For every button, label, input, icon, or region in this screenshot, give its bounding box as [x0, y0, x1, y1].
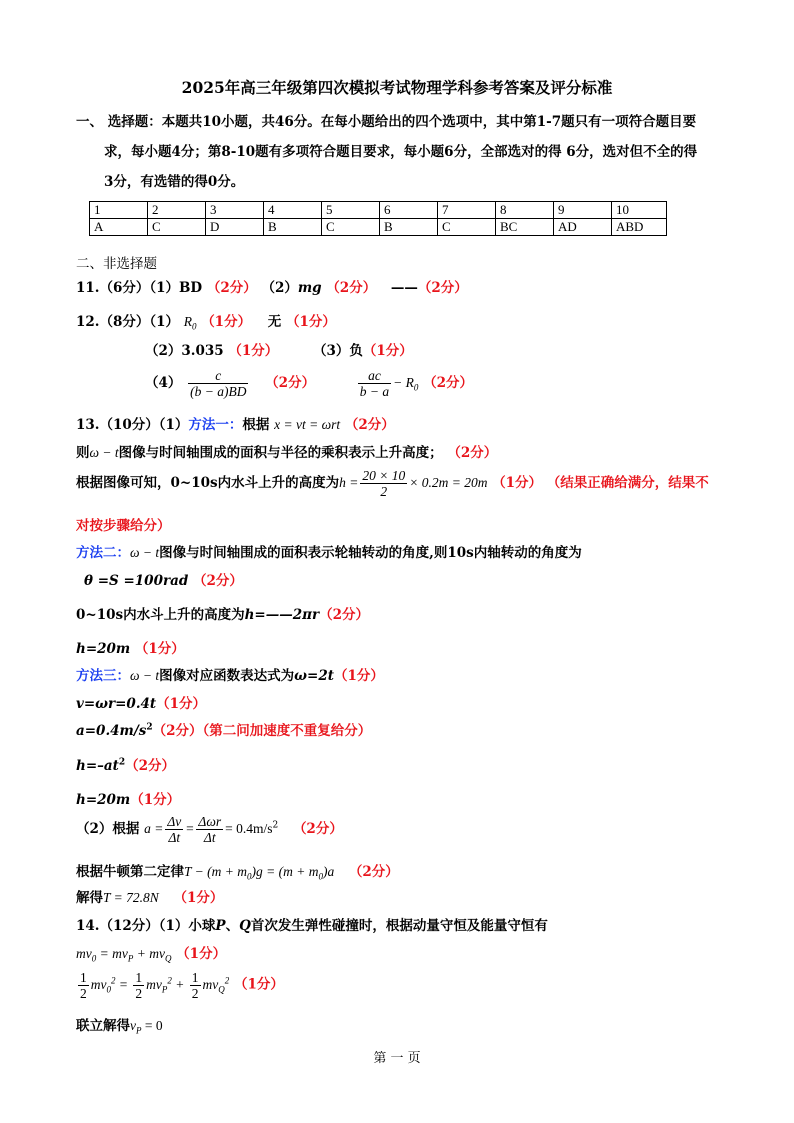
q-number-cell: 3 — [206, 202, 264, 219]
section1-line1: 一、 选择题：本题共10小题，共46分。在每小题给出的四个选项中，其中第1-7题只有一项符合题目要 — [76, 114, 697, 130]
q13-eq: a = — [144, 821, 164, 836]
grading-note: （结果正确给满分，结果不 — [546, 475, 709, 491]
score: （2分） — [292, 821, 343, 837]
score: （2分） — [417, 280, 468, 296]
eq-part: )a — [322, 864, 335, 879]
q12-part2: （2）3.035 — [145, 343, 224, 359]
q12-tail-sub: 0 — [413, 382, 419, 393]
page-footer: 第 一 页 — [373, 1051, 421, 1066]
q11-part2-label: （2） — [261, 280, 298, 296]
q13-text: 根据牛顿第二定律 — [76, 864, 184, 880]
answer-cell: B — [264, 219, 322, 236]
q13-eq: ω − t — [130, 668, 160, 683]
q14-solve-eq — [130, 1018, 163, 1036]
q13-eq — [184, 864, 335, 882]
q12-fraction-1 — [188, 368, 248, 399]
score: （1分） — [134, 641, 185, 657]
answer-cell: D — [206, 219, 264, 236]
score: （1分） — [333, 668, 384, 684]
q12-part3: （3）负 — [312, 343, 363, 359]
q14-var: P — [215, 918, 226, 934]
superscript: 2 — [118, 757, 126, 768]
q-number-cell: 7 — [438, 202, 496, 219]
q14-text: 联立解得 — [76, 1018, 130, 1034]
eq-sub: 0 — [246, 871, 252, 882]
q14-line1 — [76, 914, 548, 934]
q13-text: 则 — [76, 445, 90, 461]
denominator: 2 — [380, 484, 388, 499]
q11-line — [76, 276, 468, 296]
section1-line3: 3分，有选错的得0分。 — [104, 174, 245, 190]
q13-eq: h=——2πr — [244, 607, 320, 623]
q13-fraction — [165, 814, 183, 845]
score: （1分） — [130, 792, 181, 808]
numerator: Δωr — [198, 814, 222, 829]
q12-tail-text: − R — [393, 375, 414, 390]
q13-solve-line — [76, 886, 223, 906]
grading-note: （第二问加速度不重复给分） — [202, 723, 372, 739]
q12-fraction-2 — [358, 368, 391, 399]
score: （1分） — [228, 343, 279, 359]
method-2-label: 方法二： — [76, 545, 130, 561]
answer-table-answer-row — [90, 219, 667, 236]
score: （2分） — [344, 417, 395, 433]
q-number-cell: 5 — [322, 202, 380, 219]
score: （1分） — [201, 314, 252, 330]
q12-r0-symbol: R — [183, 314, 192, 329]
answer-cell: C — [148, 219, 206, 236]
q12-part4: （4） — [145, 375, 182, 391]
q13-eq: = — [185, 821, 195, 836]
q13-a-line — [76, 719, 371, 739]
q11-dash: —— — [390, 280, 418, 296]
numerator: 20 × 10 — [362, 468, 406, 483]
q13-eq: ω − t — [130, 545, 160, 560]
q13-eq: v=ωr=0.4t — [76, 696, 157, 712]
q11-mg: mg — [297, 280, 322, 296]
q13-eq: = 0.4m/s — [225, 821, 273, 836]
q13-line3 — [76, 468, 709, 499]
section2-heading: 二、非选择题 — [76, 256, 157, 272]
eq-part: v — [130, 1018, 136, 1033]
eq-part: mv — [76, 946, 92, 961]
numerator: c — [188, 368, 248, 384]
q13-newton-line — [76, 860, 399, 882]
q13-eq: ω − t — [89, 445, 119, 460]
grading-note: 对按步骤给分） — [76, 518, 171, 534]
eq-part: )g = (m + m — [251, 864, 319, 879]
q13-text: 图像与时间轴围成的面积表示轮轴转动的角度,则10s内轴转动的角度为 — [159, 545, 582, 561]
q13-text: 根据 — [242, 417, 270, 433]
page-title: 2025年高三年级第四次模拟考试物理学科参考答案及评分标准 — [181, 78, 613, 97]
method-3-label: 方法三： — [76, 668, 130, 684]
q11-label: 11.（6分）（1）BD — [76, 280, 203, 296]
answer-table — [89, 201, 667, 236]
score: （2分） — [319, 607, 370, 623]
q13-eq: a=0.4m/s — [76, 723, 147, 739]
q13-eq: h=20m — [76, 792, 131, 808]
score: （2分） — [348, 864, 399, 880]
q13-result-line — [76, 637, 185, 657]
q14-var: Q — [239, 918, 251, 934]
answer-cell: A — [90, 219, 148, 236]
q13-eq: T = 72.8N — [103, 890, 159, 905]
score: （1分） — [176, 946, 227, 962]
q13-text: 图像与时间轴围成的面积与半径的乘积表示上升高度； — [118, 445, 443, 461]
score: （1分） — [233, 976, 284, 993]
q13-eq: x = vt = ωrt — [274, 417, 341, 432]
q14-energy-eq: $\frac{1}{2}$ $mv_0^2$ = $\frac{1}{2}$ $mv_P^2$ + $\frac{1}{2}$ $mv_Q^2$ — [80, 970, 230, 1001]
q14-momentum-eq: $mv_0 = mv_P + mv_Q$ — [76, 946, 172, 964]
q13-label: 13.（10分）（1） — [76, 417, 189, 433]
denominator: (b − a)BD — [190, 384, 247, 399]
q13-eq: h=20m — [76, 641, 131, 657]
answer-cell: C — [438, 219, 496, 236]
answer-cell: C — [322, 219, 380, 236]
answer-cell: AD — [554, 219, 612, 236]
eq-part: T − (m + m — [184, 864, 247, 879]
score: （1分） — [492, 475, 543, 491]
q-number-cell: 9 — [554, 202, 612, 219]
score: （2分） — [206, 280, 257, 296]
eq-sub: P — [136, 1025, 142, 1036]
q12-none: 无 — [267, 314, 282, 330]
q13-method3-line — [76, 664, 384, 684]
q13-eq: h=–at — [76, 758, 119, 774]
q12-line3 — [145, 368, 473, 399]
q13-eq: h = — [339, 475, 359, 490]
q13-line2 — [76, 441, 497, 461]
q13-text: 0~10s内水斗上升的高度为 — [76, 607, 245, 623]
q14-energy-line — [76, 970, 284, 1001]
q12-r0-tail — [393, 375, 419, 393]
score: （2分） — [152, 723, 203, 739]
eq-sub: 0 — [318, 871, 323, 882]
superscript: 2 — [272, 820, 279, 831]
q13-h-result-line — [76, 788, 180, 808]
denominator: Δt — [203, 830, 216, 845]
eq-part: = 0 — [141, 1018, 163, 1033]
q13-v-line — [76, 692, 206, 712]
score: （2分） — [192, 573, 243, 589]
q14-solve-line — [76, 1014, 163, 1036]
score: （2分） — [125, 758, 176, 774]
q12-line1 — [76, 310, 336, 332]
q12-r0 — [183, 314, 197, 332]
q13-h-line — [76, 754, 175, 774]
q13-text: （2）根据 — [76, 821, 140, 837]
score: （2分） — [265, 375, 316, 391]
q-number-cell: 1 — [90, 202, 148, 219]
q13-text: 解得 — [76, 890, 103, 906]
q13-fraction — [360, 468, 407, 499]
score: （1分） — [173, 890, 224, 906]
q12-label: 12.（8分）（1） — [76, 314, 180, 330]
score: （2分） — [326, 280, 377, 296]
denominator: b − a — [359, 384, 390, 399]
superscript: 2 — [146, 722, 153, 733]
score: （1分） — [362, 343, 413, 359]
q14-label: 14.（12分）（1）小球 — [76, 918, 216, 934]
q-number-cell: 10 — [612, 202, 667, 219]
q14-text: 首次发生弹性碰撞时，根据动量守恒及能量守恒有 — [250, 918, 548, 934]
numerator: ac — [358, 368, 391, 384]
score: （2分） — [423, 375, 473, 391]
q13-text: 根据图像可知，0~10s内水斗上升的高度为 — [76, 475, 340, 491]
q-number-cell: 2 — [148, 202, 206, 219]
q-number-cell: 6 — [380, 202, 438, 219]
numerator: Δv — [167, 814, 182, 829]
answer-cell: ABD — [612, 219, 667, 236]
answer-cell: B — [380, 219, 438, 236]
score: （2分） — [447, 445, 498, 461]
denominator: Δt — [168, 830, 181, 845]
q13-eq: ω=2t — [294, 668, 334, 684]
score: （1分） — [156, 696, 207, 712]
q12-line2 — [145, 339, 413, 359]
q13-fraction — [196, 814, 223, 845]
q13-eq: × 0.2m = 20m — [409, 475, 488, 490]
answer-table-number-row — [90, 202, 667, 219]
q-number-cell: 4 — [264, 202, 322, 219]
section1-line2: 求，每小题4分；第8-10题有多项符合题目要求，每小题6分，全部选对的得 6分，选对但不全的得 — [104, 144, 698, 160]
score: （1分） — [286, 314, 336, 330]
q12-r0-sub: 0 — [191, 321, 197, 332]
q13-method2-line — [76, 541, 582, 561]
q-number-cell: 8 — [496, 202, 554, 219]
q13-theta-line — [84, 569, 243, 589]
q14-sep: 、 — [225, 918, 240, 934]
q13-eq: θ =S =100rad — [84, 573, 189, 589]
method-1-label: 方法一： — [188, 417, 243, 433]
q13-line1 — [76, 413, 395, 433]
answer-cell: BC — [496, 219, 554, 236]
q13-part2-line — [76, 814, 343, 845]
q14-momentum-line — [76, 942, 226, 964]
q13-height-line — [76, 603, 369, 623]
q13-text: 图像对应函数表达式为 — [159, 668, 295, 684]
